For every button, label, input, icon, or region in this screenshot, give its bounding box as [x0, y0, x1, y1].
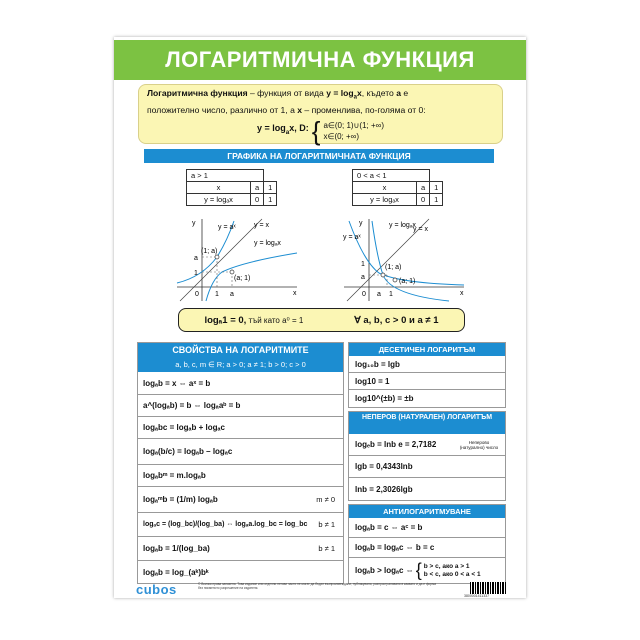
property-row-1	[138, 373, 343, 395]
right-label-1-x: 1	[389, 291, 393, 298]
property-7-condition: b ≠ 1	[318, 520, 335, 529]
antilog-row-1	[349, 518, 505, 538]
right-point-a1	[393, 278, 397, 282]
right-point-1a	[381, 273, 385, 277]
left-label-1-x: 1	[215, 291, 219, 298]
left-label-0: 0	[195, 291, 199, 298]
antilog-row-1-text: logₐb = c ⇔ aᶜ = b	[355, 523, 423, 532]
right-label-a-y: a	[361, 274, 365, 281]
antilog-row-3-text: logₐb > logₐc ⇔	[355, 566, 414, 575]
left-label-ax: y = aˣ	[218, 224, 236, 231]
antilog-heading: АНТИЛОГАРИТМУВАНЕ	[349, 505, 505, 518]
left-table-y-label: y = logₐx	[187, 194, 251, 206]
right-label-y: y	[359, 220, 363, 227]
left-label-a1: (a; 1)	[234, 275, 251, 282]
graph-section-heading: ГРАФИКА НА ЛОГАРИТМИЧНАТА ФУНКЦИЯ	[144, 149, 494, 163]
left-table-a: a	[251, 182, 264, 194]
property-2-text: a^(logₐb) = b ⇔ logₐaᵇ = b	[143, 401, 241, 410]
log-a-one-box	[178, 308, 465, 332]
natural-row-2-text: lgb = 0,4343lnb	[355, 462, 413, 471]
definition-line2-text: положително число, различно от 1, а	[147, 104, 298, 115]
left-label-yx: y = x	[254, 222, 269, 229]
decimal-row-2-text: log10 = 1	[355, 376, 390, 386]
left-label-1-y: 1	[194, 270, 198, 277]
property-7-text: logₐc = (log_bc)/(log_ba) ⇔ logₐa.log_bc = log_bc	[143, 521, 308, 528]
right-label-1-y: 1	[361, 261, 365, 268]
property-1-text: logₐb = x ⇔ aˣ = b	[143, 379, 211, 388]
left-label-1a: (1; a)	[201, 248, 218, 255]
antilog-cases	[424, 563, 481, 579]
right-table-one: 1	[430, 182, 443, 194]
right-table-a: a	[417, 182, 430, 194]
left-graph	[172, 217, 302, 303]
natural-log-heading: НЕПЕРОВ (НАТУРАЛЕН) ЛОГАРИТЪМ	[349, 412, 505, 434]
property-row-9	[138, 561, 343, 583]
antilog-row-2-text: logₐb = logₐc ⇔ b = c	[355, 543, 435, 552]
page-title: ЛОГАРИТМИЧНА ФУНКЦИЯ	[114, 40, 526, 80]
left-label-y: y	[192, 220, 196, 227]
definition-box	[138, 84, 503, 144]
natural-row-2	[349, 456, 505, 478]
left-point-a1	[230, 270, 234, 274]
left-table-condition: a > 1	[187, 170, 264, 182]
property-row-6	[138, 487, 343, 513]
definition-x: x	[297, 104, 303, 115]
property-row-5	[138, 465, 343, 487]
decimal-log-heading: ДЕСЕТИЧЕН ЛОГАРИТЪМ	[349, 343, 505, 356]
log-a-one-forall: ∀ a, b, c > 0 и a ≠ 1	[354, 314, 439, 326]
domain-list	[323, 120, 384, 142]
right-table-y-one: 1	[430, 194, 443, 206]
definition-line-1	[147, 87, 494, 104]
property-9-text: logₐb = log_(aᵏ)bᵏ	[143, 567, 209, 577]
property-row-7	[138, 513, 343, 537]
right-label-1a: (1; a)	[385, 264, 402, 271]
property-6-text: logₐᵐb = (1/m) logₐb	[143, 495, 218, 504]
log-a-one-since: тъй като a⁰ = 1	[246, 315, 304, 325]
property-row-3	[138, 417, 343, 439]
property-4-text: logₐ(b/c) = logₐb – logₐc	[143, 447, 233, 456]
definition-text: – функция от вида	[247, 88, 327, 98]
property-8-condition: b ≠ 1	[318, 544, 335, 553]
decimal-row-3	[349, 390, 505, 407]
right-table-condition: 0 < a < 1	[353, 170, 430, 182]
natural-row-3	[349, 478, 505, 500]
antilog-panel	[348, 504, 506, 584]
definition-main-formula	[147, 115, 494, 146]
properties-heading: СВОЙСТВА НА ЛОГАРИТМИТЕ	[138, 343, 343, 358]
definition-formula: y = log	[326, 88, 354, 98]
cubos-logo: cubos	[136, 582, 177, 597]
antilog-brace-icon: {	[415, 560, 422, 580]
natural-log-panel	[348, 411, 506, 501]
natural-row-1	[349, 434, 505, 456]
decimal-row-2	[349, 373, 505, 390]
right-label-a1: (a; 1)	[399, 278, 416, 285]
property-3-text: logₐbc = logₐb + logₐc	[143, 423, 225, 432]
definition-formula-end: x	[357, 88, 362, 98]
property-row-8	[138, 537, 343, 561]
right-table-y-label: y = logₐx	[353, 194, 417, 206]
right-value-table	[352, 169, 443, 206]
right-label-0: 0	[362, 291, 366, 298]
property-row-4	[138, 439, 343, 465]
decimal-row-1-text: log₁₀b = lgb	[355, 359, 400, 369]
definition-tail: , където	[361, 88, 397, 98]
main-formula-sub: a	[285, 129, 290, 137]
domain-a: a∈(0; 1)∪(1; +∞)	[323, 120, 385, 130]
natural-row-3-text: lnb = 2,3026lgb	[355, 484, 413, 494]
property-6-condition: m ≠ 0	[316, 495, 335, 504]
right-label-yx: y = x	[413, 226, 428, 233]
antilog-row-2	[349, 538, 505, 558]
definition-term: Логаритмична функция	[147, 88, 248, 98]
right-graph	[339, 217, 469, 303]
left-label-x: x	[293, 290, 297, 297]
brace-icon: {	[311, 115, 321, 146]
log-a-one-group	[204, 315, 303, 326]
left-label-logax: y = logₐx	[254, 240, 281, 247]
definition-formula-sub: a	[353, 94, 358, 101]
left-value-table	[186, 169, 277, 206]
right-table-x: x	[353, 182, 417, 194]
property-row-2	[138, 395, 343, 417]
properties-conditions: a, b, c, m ∈ R; a > 0; a ≠ 1; b > 0; c > 0	[138, 358, 343, 372]
main-formula-text: y = log	[256, 123, 286, 134]
antilog-case-2: b < c, ако 0 < a < 1	[423, 570, 481, 578]
right-label-ax: y = aˣ	[343, 234, 361, 241]
definition-a: a	[396, 88, 401, 98]
barcode-icon	[470, 582, 506, 594]
right-label-x: x	[460, 290, 464, 297]
copyright-fine-print: © Всички права запазени. Това издание или отделни негови части не могат да бъдат възпроизвеждани, публикувани, разпространявани в каквато и да е форма без писменото разрешение на издателя.	[198, 582, 437, 590]
property-8-text: logₐb = 1/(log_ba)	[143, 544, 210, 553]
left-label-a-y: a	[194, 255, 198, 262]
natural-note: Неперово (натурално) число	[459, 439, 499, 450]
antilog-row-3	[349, 558, 505, 583]
barcode-number: 3800001411337	[464, 594, 490, 598]
left-log-curve	[206, 253, 297, 301]
domain-x: x∈(0; +∞)	[323, 131, 360, 141]
property-5-text: logₐbᵐ = m.logₐb	[143, 471, 206, 480]
decimal-log-panel	[348, 342, 506, 408]
left-label-a-x: a	[230, 291, 234, 298]
right-label-a-x: a	[377, 291, 381, 298]
poster	[114, 37, 526, 598]
properties-panel	[137, 342, 344, 584]
right-exp-curve	[349, 221, 464, 285]
antilog-case-1: b > c, ако a > 1	[423, 562, 470, 570]
definition-line2-tail: – променлива, по-голяма от 0:	[302, 104, 426, 115]
left-point-1a	[215, 255, 219, 259]
left-table-x: x	[187, 182, 251, 194]
left-table-one: 1	[264, 182, 277, 194]
definition-e: е	[401, 88, 409, 98]
main-formula-end: x, D:	[289, 123, 309, 134]
right-table-y-a: 0	[417, 194, 430, 206]
decimal-row-1	[349, 356, 505, 373]
natural-row-1-text: logₑb = lnb e = 2,7182	[355, 440, 437, 449]
left-table-y-a: 0	[251, 194, 264, 206]
right-label-logax: y = logₐx	[389, 222, 416, 229]
left-line-y-equals-x	[180, 219, 262, 301]
log-a-one-main: logₐ1 = 0,	[204, 314, 247, 326]
right-log-curve	[372, 221, 449, 301]
left-table-y-one: 1	[264, 194, 277, 206]
definition-line-2	[147, 104, 494, 116]
decimal-row-3-text: log10^(±b) = ±b	[355, 394, 414, 403]
